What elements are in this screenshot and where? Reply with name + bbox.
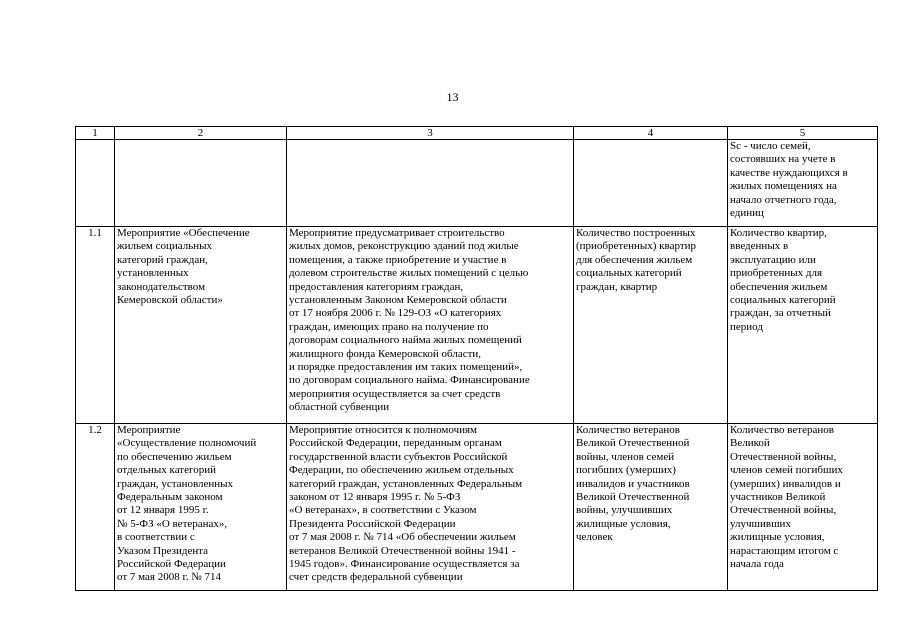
- row-number-cell: 1.1: [76, 227, 115, 424]
- event-cell: Мероприятие «Обеспечение жильем социальных категорий граждан, установленных законодательством Кемеровской области»: [115, 227, 287, 424]
- column-header-1: 1: [76, 127, 115, 140]
- measures-table: [75, 126, 878, 591]
- column-header-5: 5: [728, 127, 878, 140]
- column-header-4: 4: [574, 127, 728, 140]
- indicator-cell: Количество ветеранов Великой Отечественной войны, членов семей погибших (умерших) инвалидов и участников Великой Отечественной войны, улучшивших жилищные условия, человек: [574, 424, 728, 591]
- row-number-cell: 1.2: [76, 424, 115, 591]
- table-row: [76, 140, 878, 227]
- indicator-cell: Количество построенных (приобретенных) квартир для обеспечения жильем социальных категорий граждан, квартир: [574, 227, 728, 424]
- description-cell: Мероприятие предусматривает строительство жилых домов, реконструкцию зданий под жилые помещения, а также приобретение и участие в долевом строительстве жилых помещений с целью предоставления категориям граждан, установленным Законом Кемеровской области от 17 ноября 2006 г. № 129-ОЗ «О категориях граждан, имеющих право на получение по договорам социального найма жилых помещений жилищного фонда Кемеровской области, и порядке предоставления им таких помещений», по договорам социального найма. Финансирование мероприятия осуществляется за счет средств областной субвенции: [287, 227, 574, 424]
- table-row: [76, 227, 878, 424]
- event-cell: [115, 140, 287, 227]
- table-row: [76, 424, 878, 591]
- column-header-3: 3: [287, 127, 574, 140]
- value-cell: Sc - число семей, состоявших на учете в качестве нуждающихся в жилых помещениях на начало отчетного года, единиц: [728, 140, 878, 227]
- description-cell: [287, 140, 574, 227]
- row-number-cell: [76, 140, 115, 227]
- value-cell: Количество квартир, введенных в эксплуатацию или приобретенных для обеспечения жильем социальных категорий граждан, за отчетный период: [728, 227, 878, 424]
- column-header-2: 2: [115, 127, 287, 140]
- value-cell: Количество ветеранов Великой Отечественной войны, членов семей погибших (умерших) инвалидов и участников Великой Отечественной войны, улучшивших жилищные условия, нарастающим итогом с начала года: [728, 424, 878, 591]
- table-header-row: [76, 127, 878, 140]
- event-cell: Мероприятие «Осуществление полномочий по обеспечению жильем отдельных категорий граждан, установленных Федеральным законом от 12 января 1995 г. № 5-ФЗ «О ветеранах», в соответствии с Указом Президента Российской Федерации от 7 мая 2008 г. № 714: [115, 424, 287, 591]
- page-number: 13: [446, 90, 459, 104]
- description-cell: Мероприятие относится к полномочиям Российской Федерации, переданным органам государственной власти субъектов Российской Федерации, по обеспечению жильем отдельных категорий граждан, установленных Федеральным законом от 12 января 1995 г. № 5-ФЗ «О ветеранах», в соответствии с Указом Президента Российской Федерации от 7 мая 2008 г. № 714 «Об обеспечении жильем ветеранов Великой Отечественной войны 1941 - 1945 годов». Финансирование осуществляется за счет средств федеральной субвенции: [287, 424, 574, 591]
- indicator-cell: [574, 140, 728, 227]
